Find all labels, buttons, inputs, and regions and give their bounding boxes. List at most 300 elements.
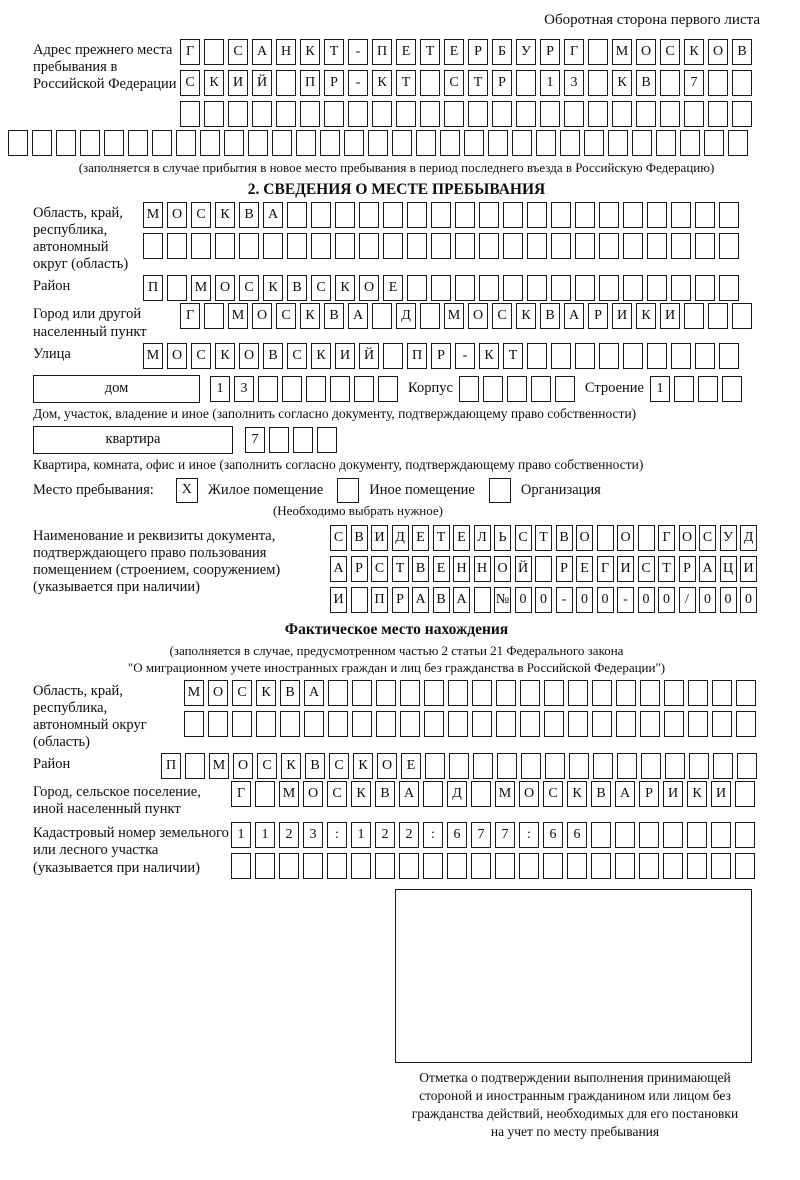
char-box[interactable] — [276, 101, 296, 127]
char-box[interactable] — [735, 781, 755, 807]
char-box[interactable]: Н — [276, 39, 296, 65]
char-box[interactable]: С — [276, 303, 296, 329]
char-box[interactable] — [80, 130, 100, 156]
char-box[interactable] — [656, 130, 676, 156]
char-box[interactable]: К — [215, 202, 235, 228]
char-box[interactable]: И — [335, 343, 355, 369]
char-box[interactable]: Р — [639, 781, 659, 807]
char-box[interactable] — [597, 525, 614, 551]
char-box[interactable] — [328, 711, 348, 737]
char-box[interactable]: П — [300, 70, 320, 96]
char-box[interactable] — [503, 202, 523, 228]
char-box[interactable]: А — [564, 303, 584, 329]
char-box[interactable]: П — [143, 275, 163, 301]
char-box[interactable]: А — [263, 202, 283, 228]
char-box[interactable]: И — [617, 556, 634, 582]
char-box[interactable] — [663, 853, 683, 879]
char-box[interactable]: И — [740, 556, 757, 582]
char-box[interactable]: С — [329, 753, 349, 779]
char-box[interactable]: 3 — [303, 822, 323, 848]
char-box[interactable] — [459, 376, 479, 402]
residence-checkbox-other[interactable] — [337, 478, 359, 503]
char-box[interactable]: М — [444, 303, 464, 329]
char-box[interactable] — [647, 202, 667, 228]
char-box[interactable]: О — [468, 303, 488, 329]
char-box[interactable] — [719, 343, 739, 369]
char-box[interactable]: П — [161, 753, 181, 779]
char-box[interactable] — [449, 753, 469, 779]
char-box[interactable]: 7 — [245, 427, 265, 453]
char-box[interactable] — [639, 822, 659, 848]
char-box[interactable] — [623, 275, 643, 301]
char-box[interactable]: 1 — [255, 822, 275, 848]
char-box[interactable] — [521, 753, 541, 779]
char-box[interactable] — [544, 680, 564, 706]
char-box[interactable]: Т — [324, 39, 344, 65]
char-box[interactable] — [492, 101, 512, 127]
char-box[interactable]: П — [372, 39, 392, 65]
char-box[interactable] — [287, 233, 307, 259]
char-box[interactable]: Е — [576, 556, 593, 582]
district-grid[interactable] — [143, 275, 743, 301]
char-box[interactable] — [612, 101, 632, 127]
char-box[interactable] — [455, 233, 475, 259]
char-box[interactable]: Й — [515, 556, 532, 582]
char-box[interactable] — [737, 753, 757, 779]
char-box[interactable]: / — [679, 587, 696, 613]
prev-address-grid-row1[interactable] — [180, 39, 756, 65]
char-box[interactable] — [330, 376, 350, 402]
char-box[interactable]: 0 — [515, 587, 532, 613]
char-box[interactable]: С — [444, 70, 464, 96]
char-box[interactable] — [448, 711, 468, 737]
char-box[interactable] — [711, 822, 731, 848]
char-box[interactable] — [176, 130, 196, 156]
char-box[interactable]: Е — [401, 753, 421, 779]
char-box[interactable] — [269, 427, 289, 453]
char-box[interactable]: П — [371, 587, 388, 613]
char-box[interactable]: К — [300, 303, 320, 329]
char-box[interactable]: 1 — [351, 822, 371, 848]
char-box[interactable] — [695, 233, 715, 259]
char-box[interactable] — [687, 853, 707, 879]
char-box[interactable] — [735, 853, 755, 879]
char-box[interactable] — [184, 711, 204, 737]
char-box[interactable] — [584, 130, 604, 156]
char-box[interactable]: 0 — [597, 587, 614, 613]
char-box[interactable] — [474, 587, 491, 613]
char-box[interactable] — [575, 343, 595, 369]
char-box[interactable]: Р — [431, 343, 451, 369]
char-box[interactable]: Т — [468, 70, 488, 96]
char-box[interactable]: О — [636, 39, 656, 65]
char-box[interactable]: А — [348, 303, 368, 329]
char-box[interactable]: - — [348, 70, 368, 96]
char-box[interactable]: О — [519, 781, 539, 807]
char-box[interactable]: 7 — [471, 822, 491, 848]
char-box[interactable] — [327, 853, 347, 879]
char-box[interactable]: 7 — [495, 822, 515, 848]
prev-address-grid-row4[interactable] — [8, 130, 760, 156]
char-box[interactable] — [616, 711, 636, 737]
char-box[interactable] — [248, 130, 268, 156]
char-box[interactable]: К — [256, 680, 276, 706]
char-box[interactable]: Р — [492, 70, 512, 96]
char-box[interactable]: К — [204, 70, 224, 96]
char-box[interactable] — [687, 822, 707, 848]
char-box[interactable] — [575, 233, 595, 259]
actual-region-grid-row1[interactable] — [184, 680, 760, 706]
char-box[interactable] — [711, 853, 731, 879]
char-box[interactable]: 0 — [535, 587, 552, 613]
char-box[interactable]: О — [708, 39, 728, 65]
char-box[interactable] — [713, 753, 733, 779]
char-box[interactable] — [424, 711, 444, 737]
char-box[interactable]: Е — [383, 275, 403, 301]
char-box[interactable] — [520, 680, 540, 706]
char-box[interactable] — [255, 853, 275, 879]
char-box[interactable] — [444, 101, 464, 127]
char-box[interactable] — [615, 853, 635, 879]
char-box[interactable] — [519, 853, 539, 879]
char-box[interactable] — [423, 853, 443, 879]
char-box[interactable] — [335, 202, 355, 228]
char-box[interactable] — [639, 853, 659, 879]
char-box[interactable] — [473, 753, 493, 779]
char-box[interactable] — [503, 233, 523, 259]
char-box[interactable]: Р — [351, 556, 368, 582]
char-box[interactable] — [344, 130, 364, 156]
char-box[interactable] — [351, 587, 368, 613]
char-box[interactable] — [204, 303, 224, 329]
char-box[interactable] — [732, 303, 752, 329]
char-box[interactable]: И — [711, 781, 731, 807]
char-box[interactable]: С — [191, 202, 211, 228]
char-box[interactable] — [204, 101, 224, 127]
char-box[interactable] — [660, 101, 680, 127]
char-box[interactable] — [560, 130, 580, 156]
char-box[interactable]: 0 — [740, 587, 757, 613]
char-box[interactable] — [708, 303, 728, 329]
char-box[interactable] — [407, 202, 427, 228]
char-box[interactable] — [483, 376, 503, 402]
char-box[interactable]: С — [371, 556, 388, 582]
char-box[interactable]: М — [143, 202, 163, 228]
char-box[interactable]: А — [453, 587, 470, 613]
char-box[interactable]: - — [617, 587, 634, 613]
char-box[interactable] — [640, 680, 660, 706]
char-box[interactable] — [376, 711, 396, 737]
char-box[interactable]: Г — [564, 39, 584, 65]
char-box[interactable]: С — [180, 70, 200, 96]
char-box[interactable] — [359, 233, 379, 259]
char-box[interactable] — [569, 753, 589, 779]
char-box[interactable] — [256, 711, 276, 737]
char-box[interactable] — [471, 853, 491, 879]
char-box[interactable]: О — [377, 753, 397, 779]
char-box[interactable]: Г — [180, 303, 200, 329]
char-box[interactable] — [423, 781, 443, 807]
char-box[interactable]: В — [636, 70, 656, 96]
char-box[interactable] — [311, 202, 331, 228]
char-box[interactable]: Р — [588, 303, 608, 329]
char-box[interactable] — [372, 303, 392, 329]
char-box[interactable]: О — [167, 343, 187, 369]
char-box[interactable] — [420, 70, 440, 96]
street-grid[interactable] — [143, 343, 743, 369]
cadastre-grid-row2[interactable] — [231, 853, 759, 879]
char-box[interactable] — [516, 70, 536, 96]
char-box[interactable] — [191, 233, 211, 259]
char-box[interactable] — [527, 202, 547, 228]
char-box[interactable]: В — [732, 39, 752, 65]
char-box[interactable]: Р — [679, 556, 696, 582]
char-box[interactable]: - — [556, 587, 573, 613]
char-box[interactable]: Т — [503, 343, 523, 369]
char-box[interactable]: И — [228, 70, 248, 96]
char-box[interactable] — [448, 680, 468, 706]
char-box[interactable] — [420, 303, 440, 329]
char-box[interactable] — [671, 202, 691, 228]
actual-district-grid[interactable] — [161, 753, 761, 779]
char-box[interactable]: 0 — [699, 587, 716, 613]
char-box[interactable]: К — [636, 303, 656, 329]
char-box[interactable] — [527, 343, 547, 369]
char-box[interactable]: Г — [597, 556, 614, 582]
char-box[interactable]: Т — [658, 556, 675, 582]
char-box[interactable] — [592, 711, 612, 737]
char-box[interactable]: А — [330, 556, 347, 582]
char-box[interactable]: К — [215, 343, 235, 369]
char-box[interactable] — [303, 853, 323, 879]
char-box[interactable]: И — [371, 525, 388, 551]
char-box[interactable]: Н — [474, 556, 491, 582]
char-box[interactable] — [616, 680, 636, 706]
char-box[interactable] — [671, 343, 691, 369]
char-box[interactable] — [296, 130, 316, 156]
char-box[interactable]: Т — [420, 39, 440, 65]
char-box[interactable]: 1 — [540, 70, 560, 96]
char-box[interactable] — [647, 275, 667, 301]
char-box[interactable]: В — [351, 525, 368, 551]
char-box[interactable] — [660, 70, 680, 96]
char-box[interactable]: К — [263, 275, 283, 301]
char-box[interactable]: С — [638, 556, 655, 582]
char-box[interactable] — [708, 70, 728, 96]
char-box[interactable]: К — [335, 275, 355, 301]
char-box[interactable] — [688, 711, 708, 737]
char-box[interactable] — [671, 233, 691, 259]
char-box[interactable] — [575, 275, 595, 301]
char-box[interactable] — [599, 343, 619, 369]
char-box[interactable]: О — [215, 275, 235, 301]
char-box[interactable] — [407, 233, 427, 259]
char-box[interactable] — [180, 101, 200, 127]
char-box[interactable] — [306, 376, 326, 402]
char-box[interactable] — [544, 711, 564, 737]
cadastre-grid-row1[interactable] — [231, 822, 759, 848]
char-box[interactable]: Т — [392, 556, 409, 582]
char-box[interactable]: К — [300, 39, 320, 65]
char-box[interactable] — [551, 202, 571, 228]
char-box[interactable] — [551, 343, 571, 369]
char-box[interactable] — [352, 711, 372, 737]
char-box[interactable]: Д — [396, 303, 416, 329]
char-box[interactable]: И — [663, 781, 683, 807]
char-box[interactable]: С — [239, 275, 259, 301]
char-box[interactable] — [684, 303, 704, 329]
char-box[interactable] — [636, 101, 656, 127]
char-box[interactable] — [392, 130, 412, 156]
document-grid-row3[interactable] — [330, 587, 761, 613]
char-box[interactable] — [728, 130, 748, 156]
actual-city-grid[interactable] — [231, 781, 759, 807]
char-box[interactable] — [8, 130, 28, 156]
char-box[interactable] — [200, 130, 220, 156]
char-box[interactable] — [527, 233, 547, 259]
char-box[interactable] — [56, 130, 76, 156]
char-box[interactable] — [732, 70, 752, 96]
char-box[interactable] — [328, 680, 348, 706]
char-box[interactable]: И — [612, 303, 632, 329]
char-box[interactable] — [527, 275, 547, 301]
char-box[interactable]: Г — [658, 525, 675, 551]
char-box[interactable] — [640, 711, 660, 737]
char-box[interactable] — [472, 680, 492, 706]
char-box[interactable] — [592, 680, 612, 706]
char-box[interactable] — [641, 753, 661, 779]
char-box[interactable]: У — [720, 525, 737, 551]
char-box[interactable] — [647, 233, 667, 259]
char-box[interactable] — [712, 680, 732, 706]
char-box[interactable]: Ь — [494, 525, 511, 551]
char-box[interactable]: 6 — [567, 822, 587, 848]
char-box[interactable]: Л — [474, 525, 491, 551]
char-box[interactable] — [375, 853, 395, 879]
char-box[interactable] — [420, 101, 440, 127]
char-box[interactable]: К — [684, 39, 704, 65]
prev-address-grid-row2[interactable] — [180, 70, 756, 96]
char-box[interactable] — [352, 680, 372, 706]
char-box[interactable]: В — [591, 781, 611, 807]
char-box[interactable] — [416, 130, 436, 156]
char-box[interactable] — [593, 753, 613, 779]
char-box[interactable]: № — [494, 587, 511, 613]
char-box[interactable] — [479, 202, 499, 228]
char-box[interactable] — [425, 753, 445, 779]
char-box[interactable] — [680, 130, 700, 156]
char-box[interactable]: Р — [324, 70, 344, 96]
char-box[interactable] — [623, 343, 643, 369]
apartment-number-grid[interactable] — [245, 427, 341, 453]
char-box[interactable]: В — [433, 587, 450, 613]
char-box[interactable]: 7 — [684, 70, 704, 96]
char-box[interactable]: - — [348, 39, 368, 65]
char-box[interactable]: 1 — [650, 376, 670, 402]
char-box[interactable] — [263, 233, 283, 259]
char-box[interactable]: В — [287, 275, 307, 301]
char-box[interactable]: Т — [396, 70, 416, 96]
char-box[interactable] — [591, 822, 611, 848]
char-box[interactable]: М — [191, 275, 211, 301]
char-box[interactable] — [674, 376, 694, 402]
char-box[interactable]: М — [209, 753, 229, 779]
char-box[interactable] — [231, 853, 251, 879]
char-box[interactable]: 6 — [447, 822, 467, 848]
char-box[interactable]: О — [252, 303, 272, 329]
char-box[interactable] — [354, 376, 374, 402]
char-box[interactable] — [293, 427, 313, 453]
char-box[interactable]: К — [372, 70, 392, 96]
char-box[interactable]: А — [412, 587, 429, 613]
char-box[interactable]: К — [567, 781, 587, 807]
char-box[interactable] — [400, 711, 420, 737]
char-box[interactable]: Д — [392, 525, 409, 551]
char-box[interactable]: С — [287, 343, 307, 369]
document-grid-row2[interactable] — [330, 556, 761, 582]
char-box[interactable] — [424, 680, 444, 706]
char-box[interactable] — [588, 39, 608, 65]
char-box[interactable]: К — [351, 781, 371, 807]
char-box[interactable] — [708, 101, 728, 127]
char-box[interactable]: В — [556, 525, 573, 551]
char-box[interactable]: С — [699, 525, 716, 551]
char-box[interactable] — [479, 275, 499, 301]
char-box[interactable] — [431, 275, 451, 301]
char-box[interactable] — [665, 753, 685, 779]
char-box[interactable] — [396, 101, 416, 127]
char-box[interactable]: 2 — [279, 822, 299, 848]
char-box[interactable] — [719, 202, 739, 228]
char-box[interactable]: А — [304, 680, 324, 706]
char-box[interactable] — [228, 101, 248, 127]
char-box[interactable]: 1 — [210, 376, 230, 402]
char-box[interactable] — [551, 233, 571, 259]
city-grid[interactable] — [180, 303, 756, 329]
char-box[interactable] — [732, 101, 752, 127]
char-box[interactable] — [496, 711, 516, 737]
char-box[interactable]: Н — [453, 556, 470, 582]
char-box[interactable]: О — [494, 556, 511, 582]
char-box[interactable] — [400, 680, 420, 706]
char-box[interactable] — [167, 233, 187, 259]
char-box[interactable]: А — [252, 39, 272, 65]
char-box[interactable] — [359, 202, 379, 228]
char-box[interactable]: А — [615, 781, 635, 807]
char-box[interactable]: 2 — [399, 822, 419, 848]
char-box[interactable]: М — [612, 39, 632, 65]
char-box[interactable]: И — [330, 587, 347, 613]
char-box[interactable] — [407, 275, 427, 301]
char-box[interactable]: С — [327, 781, 347, 807]
char-box[interactable] — [496, 680, 516, 706]
char-box[interactable] — [104, 130, 124, 156]
char-box[interactable]: Т — [433, 525, 450, 551]
char-box[interactable]: Й — [359, 343, 379, 369]
char-box[interactable] — [507, 376, 527, 402]
char-box[interactable] — [615, 822, 635, 848]
char-box[interactable] — [128, 130, 148, 156]
char-box[interactable]: 6 — [543, 822, 563, 848]
char-box[interactable] — [468, 101, 488, 127]
char-box[interactable]: - — [455, 343, 475, 369]
char-box[interactable] — [185, 753, 205, 779]
char-box[interactable] — [545, 753, 565, 779]
char-box[interactable] — [599, 233, 619, 259]
char-box[interactable]: : — [327, 822, 347, 848]
char-box[interactable] — [591, 853, 611, 879]
char-box[interactable]: С — [492, 303, 512, 329]
